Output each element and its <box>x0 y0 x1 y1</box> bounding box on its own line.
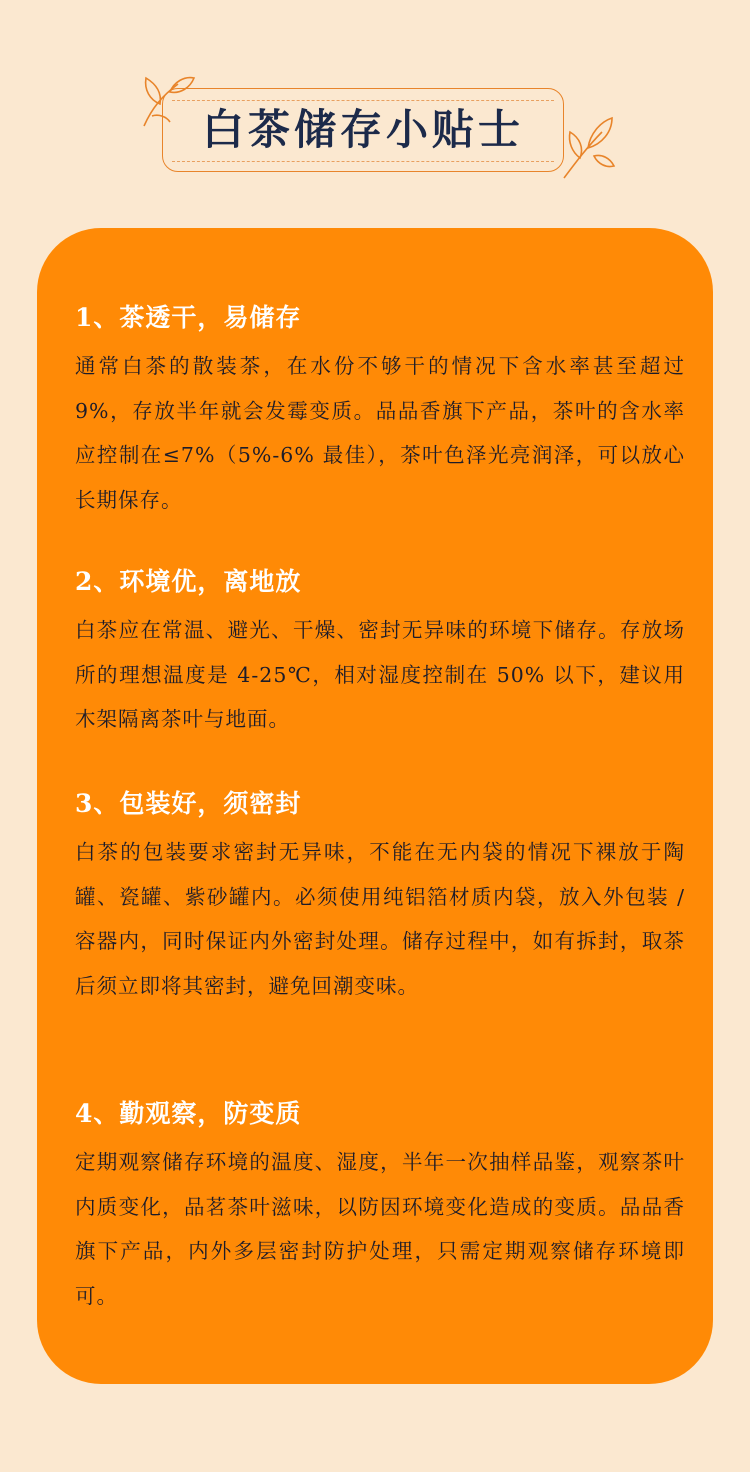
tip-body: 通常白茶的散装茶，在水份不够干的情况下含水率甚至超过 9%，存放半年就会发霉变质。品品香旗下产品，茶叶的含水率应控制在≤7%（5%-6% 最佳），茶叶色泽光亮润泽，可以放心长期保存。 <box>75 354 685 512</box>
tip-body: 白茶的包装要求密封无异味，不能在无内袋的情况下裸放于陶罐、瓷罐、紫砂罐内。必须使用纯铝箔材质内袋，放入外包装 / 容器内，同时保证内外密封处理。储存过程中，如有拆封，取茶后须立即将其密封，避免回潮变味。 <box>75 840 685 998</box>
tip-section-1 <box>75 298 685 522</box>
tea-leaf-icon <box>558 112 616 182</box>
tip-section-3 <box>75 784 685 1008</box>
tips-card <box>37 228 713 1384</box>
title-banner <box>138 74 616 184</box>
tip-section-2 <box>75 562 685 742</box>
tip-section-4 <box>75 1094 685 1318</box>
page-title: 白茶储存小贴士 <box>201 105 524 154</box>
tip-heading: 1、茶透干，易储存 <box>75 303 302 332</box>
tip-heading: 2、环境优，离地放 <box>75 567 302 596</box>
tip-heading: 4、勤观察，防变质 <box>75 1099 302 1128</box>
tip-body: 定期观察储存环境的温度、湿度，半年一次抽样品鉴，观察茶叶内质变化，品茗茶叶滋味，以防因环境变化造成的变质。品品香旗下产品，内外多层密封防护处理，只需定期观察储存环境即可。 <box>75 1150 685 1308</box>
tip-body: 白茶应在常温、避光、干燥、密封无异味的环境下储存。存放场所的理想温度是 4-25℃，相对湿度控制在 50% 以下，建议用木架隔离茶叶与地面。 <box>75 618 685 731</box>
tip-heading: 3、包装好，须密封 <box>75 789 302 818</box>
